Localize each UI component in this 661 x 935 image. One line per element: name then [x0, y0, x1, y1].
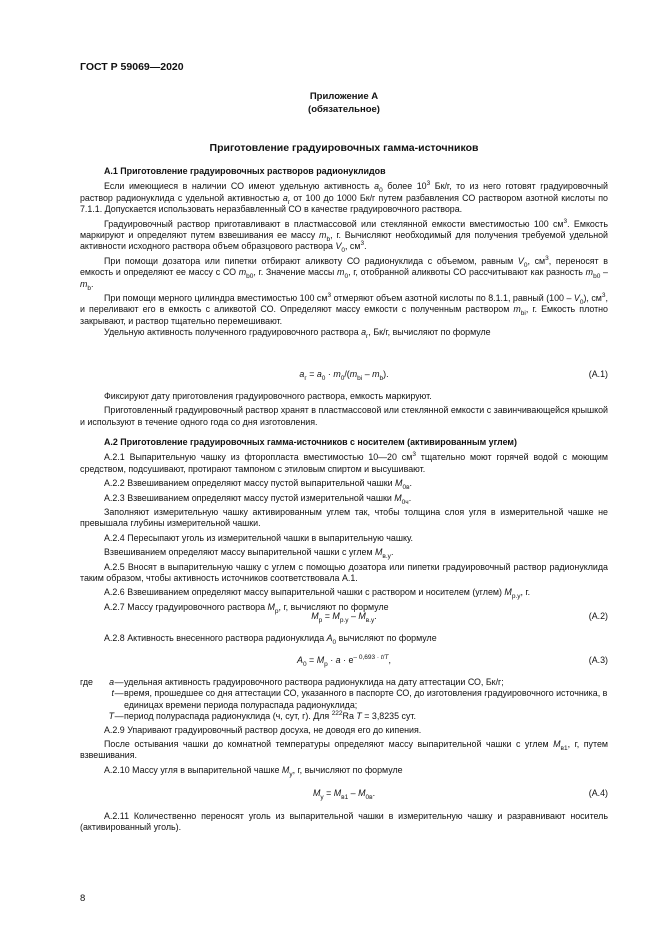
where-definition: удельная активность градуировочного раствора радионуклида на дату аттестации СО, Бк/г;	[124, 677, 504, 687]
paragraph: Удельную активность полученного градуировочного раствора $a_г$, Бк/г, вычисляют по формуле	[104, 327, 491, 341]
where-symbol: a	[109, 677, 114, 687]
paragraph: А.2.4 Пересыпают уголь из измерительной чашки в выпарительную чашку.	[104, 532, 413, 543]
formula-a1	[80, 369, 608, 382]
where-block	[80, 677, 608, 776]
where-definition: период полураспада радионуклида (ч, сут, г). Для $^{222}$Ra T = 3,8235 сут.	[124, 710, 416, 722]
paragraph: А.2.6 Взвешиванием определяют массу выпарительной чашки с раствором и носителем (углем) $M_{р.у}$, г.	[104, 587, 531, 601]
formula-a4	[80, 788, 608, 801]
paragraph: Взвешиванием определяют массу выпарительной чашки с углем $M_{в.у}$.	[104, 547, 394, 561]
formula-a3	[80, 655, 608, 668]
main-title: Приготовление градуировочных гамма-источников	[209, 142, 479, 154]
appendix-title: Приложение А	[309, 91, 379, 102]
section-a2-end	[80, 811, 608, 834]
page-number: 8	[80, 893, 86, 904]
section-a1-heading: А.1 Приготовление градуировочных растворов радионуклидов	[104, 166, 386, 176]
document-code: ГОСТ Р 59069—2020	[80, 61, 184, 73]
where-dash: —	[114, 677, 124, 687]
paragraph: Фиксируют дату приготовления градуировочного раствора, емкость маркируют.	[104, 391, 432, 401]
formula-a2	[80, 611, 608, 624]
formula-a2-number: (А.2)	[588, 611, 608, 621]
paragraph: Заполняют измерительную чашку активированным углем так, чтобы толщина слоя угля в измерительной чашке не превышала глубины измерительной чашки.	[80, 507, 608, 529]
appendix-status: (обязательное)	[308, 104, 380, 115]
paragraph: А.2.2 Взвешиванием определяют массу пустой выпарительной чашки $M_{0в}$.	[104, 478, 412, 491]
paragraph: А.2.9 Упаривают градуировочный раствор досуха, не доводя его до кипения.	[104, 724, 422, 735]
formula-a1-number: (А.1)	[588, 369, 608, 379]
appendix-heading	[80, 90, 608, 116]
paragraph: Если имеющиеся в наличии СО имеют удельную активность $a_0$ более $10^3$ Бк/г, то из него готовят градуировочный раствор радионуклида с удельной активностью $a_г$ от 100 до 1000 Бк/г путем разбавления СО раствором азотной кислоты по 7.1.1. Допускается использовать неразбавленный СО в качестве градуировочного раствора.	[80, 180, 608, 215]
where-symbol: T	[108, 711, 114, 722]
where-dash: —	[114, 711, 124, 722]
section-a1	[80, 166, 608, 339]
paragraph: Градуировочный раствор приготавливают в пластмассовой или стеклянной емкости вместимостью 100 $см^3$. Емкость маркируют и определяют путем взвешивания ее массу $m_b$, г. Вычисляют необходимый для получения требуемой удельной активности исходного раствора объем образцового раствора $V_0$, $см^3$.	[80, 217, 608, 255]
where-lead: где	[80, 677, 93, 687]
paragraph: Приготовленный градуировочный раствор хранят в пластмассовой или стеклянной емкости с завинчивающейся крышкой и используют в течение одного года со дня изготовления.	[80, 405, 608, 427]
paragraph: При помощи дозатора или пипетки отбирают аликвоту СО радионуклида с объемом, равным $V_0$, $см^3$, переносят в емкость и определяют ее массу с СО $m_{b0}$, г. Значение массы $m_0$, г, отобранной аликвоты СО рассчитывают как разность $m_{b0} - m_b$.	[80, 254, 608, 292]
formula-a3-number: (А.3)	[588, 655, 608, 665]
where-definition: время, прошедшее со дня аттестации СО, указанного в паспорте СО, до изготовления градуировочного источника, в единицах времени периода полураспада радионуклида;	[124, 688, 608, 710]
paragraph: После остывания чашки до комнатной температуры определяют массу выпарительной чашки с углем $M_{в1}$, г, путем взвешивания.	[80, 739, 608, 761]
section-a2-heading: А.2 Приготовление градуировочных гамма-источников с носителем (активированным углем)	[104, 437, 517, 447]
paragraph: А.2.5 Вносят в выпарительную чашку с углем с помощью дозатора или пипетки градуировочный раствор радионуклида таким образом, чтобы активность источников соответствовала А.1.	[80, 561, 608, 584]
paragraph: А.2.11 Количественно переносят уголь из выпарительной чашки в измерительную чашку и разравнивают носитель (активированный уголь).	[80, 811, 608, 833]
paragraph: А.2.8 Активность внесенного раствора радионуклида $A_0$ вычисляют по формуле	[104, 633, 437, 646]
where-list	[80, 677, 608, 723]
formula-a3-expression: $A_0 = M_р \cdot a \cdot e^{- 0,693 \cdot t/T}$,	[297, 654, 391, 668]
formula-a1-expression: $a_г = a_0 \cdot m_0/(m_{bi} - m_b)$.	[299, 369, 389, 382]
formula-a4-number: (А.4)	[588, 788, 608, 798]
section-a1-end	[80, 391, 608, 428]
section-a2	[80, 437, 608, 613]
paragraph: А.2.1 Выпарительную чашку из фторопласта вместимостью 10—20 $см^3$ тщательно моют горячей водой с моющим средством, подсушивают, протирают тампоном с этиловым спиртом и высушивают.	[80, 451, 608, 474]
paragraph: А.2.3 Взвешиванием определяют массу пустой измерительной чашки $M_{0ч}$.	[104, 492, 412, 506]
formula-a2-expression: $M_р = M_{р.у} - M_{в.у}$.	[311, 611, 377, 624]
where-symbol: t	[111, 688, 114, 699]
where-dash: —	[114, 688, 124, 699]
paragraph: А.2.7 Массу градуировочного раствора $M_р$, г, вычисляют по формуле	[104, 601, 389, 615]
paragraph: А.2.10 Массу угля в выпарительной чашке $M_у$, г, вычисляют по формуле	[104, 764, 403, 778]
paragraph: При помощи мерного цилиндра вместимостью 100 $см^3$ отмеряют объем азотной кислоты по 8.1.1, равный $(100 - V_0)$, $см^3$, и переливают его в емкость с аликвотой СО. Определяют массу емкости с полученным раствором $m_{bi}$, г. Емкость плотно закрывают, и раствор тщательно перемешивают.	[80, 292, 608, 326]
section-a2-part	[80, 633, 608, 644]
formula-a4-expression: $M_у = M_{в1} - M_{0в}$.	[312, 788, 376, 801]
